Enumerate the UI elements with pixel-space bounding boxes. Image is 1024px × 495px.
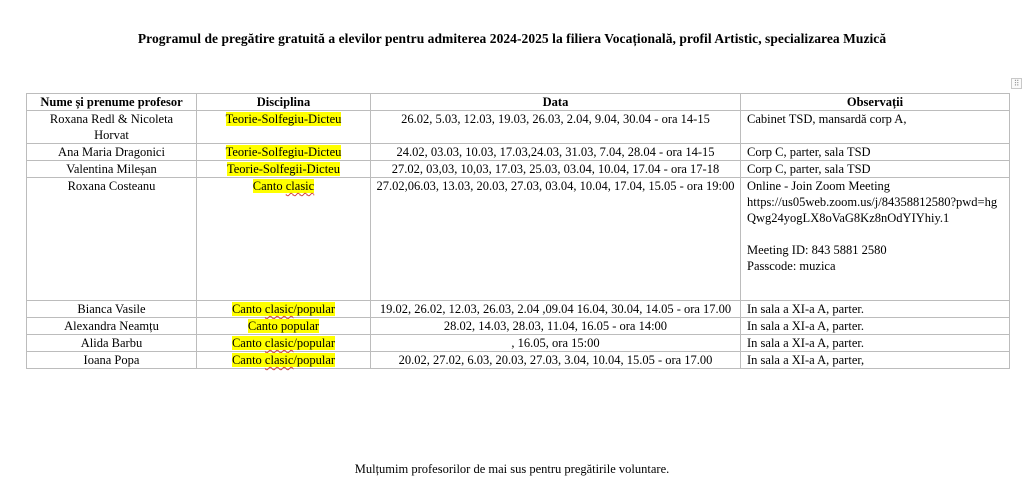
table-header-row	[27, 94, 1010, 111]
cell-discipline	[197, 352, 371, 369]
table-row	[27, 161, 1010, 178]
cell-name: Ioana Popa	[27, 352, 197, 369]
cell-name: Bianca Vasile	[27, 301, 197, 318]
highlighted-text	[232, 336, 335, 350]
spellcheck-word: clasic	[264, 302, 294, 316]
column-header-notes: Observații	[741, 94, 1010, 111]
highlighted-text: Teorie-Solfegiu-Dicteu	[225, 145, 342, 159]
table-row	[27, 352, 1010, 369]
discipline-part: Canto	[231, 353, 265, 367]
cell-discipline	[197, 144, 371, 161]
meeting-id: Meeting ID: 843 5881 2580	[747, 243, 887, 257]
spellcheck-word: clasic	[264, 336, 294, 350]
discipline-part: /popular	[293, 353, 336, 367]
document-title: Programul de pregătire gratuită a elevilor pentru admiterea 2024-2025 la filiera Vocațională, profil Artistic, specializarea Muzică	[137, 31, 887, 46]
cell-name: Alida Barbu	[27, 335, 197, 352]
meeting-passcode: Passcode: muzica	[747, 259, 836, 273]
cell-date: 26.02, 5.03, 12.03, 19.03, 26.03, 2.04, 9.04, 30.04 - ora 14-15	[371, 111, 741, 144]
cell-name: Alexandra Neamțu	[27, 318, 197, 335]
highlighted-text	[253, 179, 314, 193]
cell-date: 24.02, 03.03, 10.03, 17.03,24.03, 31.03, 7.04, 28.04 - ora 14-15	[371, 144, 741, 161]
cell-date: 20.02, 27.02, 6.03, 20.03, 27.03, 3.04, 10.04, 15.05 - ora 17.00	[371, 352, 741, 369]
discipline-part: /popular	[293, 336, 336, 350]
table-row	[27, 301, 1010, 318]
highlighted-text	[232, 302, 335, 316]
highlighted-text	[232, 353, 335, 367]
cell-discipline	[197, 301, 371, 318]
cell-date: 28.02, 14.03, 28.03, 11.04, 16.05 - ora 14:00	[371, 318, 741, 335]
table-row	[27, 318, 1010, 335]
column-header-date: Data	[371, 94, 741, 111]
thank-you-note: Mulțumim profesorilor de mai sus pentru pregătirile voluntare.	[354, 462, 670, 476]
cell-date: 19.02, 26.02, 12.03, 26.03, 2.04 ,09.04 16.04, 30.04, 14.05 - ora 17.00	[371, 301, 741, 318]
cell-notes: In sala a XI-a A, parter.	[741, 335, 1010, 352]
cell-notes: Cabinet TSD, mansardă corp A,	[741, 111, 1010, 144]
discipline-part: Canto	[252, 179, 286, 193]
cell-date: , 16.05, ora 15:00	[371, 335, 741, 352]
cell-name: Roxana Costeanu	[27, 178, 197, 301]
discipline-part: Canto	[231, 302, 265, 316]
cell-notes: Corp C, parter, sala TSD	[741, 161, 1010, 178]
discipline-part: Canto	[231, 336, 265, 350]
spellcheck-word: clasic	[285, 179, 315, 193]
zoom-meeting-label: Online - Join Zoom Meeting	[747, 179, 891, 193]
cell-date: 27.02, 03,03, 10,03, 17.03, 25.03, 03.04, 10.04, 17.04 - ora 17-18	[371, 161, 741, 178]
table-move-handle-icon[interactable]: ⠿	[1011, 78, 1022, 89]
cell-notes: Corp C, parter, sala TSD	[741, 144, 1010, 161]
cell-notes: In sala a XI-a A, parter.	[741, 301, 1010, 318]
table-row	[27, 144, 1010, 161]
cell-discipline	[197, 318, 371, 335]
cell-notes: In sala a XI-a A, parter,	[741, 352, 1010, 369]
cell-discipline	[197, 335, 371, 352]
cell-notes: In sala a XI-a A, parter.	[741, 318, 1010, 335]
spellcheck-word: clasic	[264, 353, 294, 367]
cell-discipline	[197, 161, 371, 178]
table-row	[27, 178, 1010, 301]
highlighted-text: Teorie-Solfegii-Dicteu	[227, 162, 340, 176]
highlighted-text: Teorie-Solfegiu-Dicteu	[225, 112, 342, 126]
table-row	[27, 335, 1010, 352]
highlighted-text: Canto popular	[247, 319, 320, 333]
zoom-meeting-link[interactable]: https://us05web.zoom.us/j/84358812580?pwd=hgQwg24yogLX8oVaG8Kz8nOdYIYhiy.1	[747, 195, 998, 225]
table-row	[27, 111, 1010, 144]
cell-discipline	[197, 178, 371, 301]
discipline-part: /popular	[293, 302, 336, 316]
schedule-table	[26, 93, 1010, 369]
cell-name: Valentina Mileșan	[27, 161, 197, 178]
cell-date: 27.02,06.03, 13.03, 20.03, 27.03, 03.04, 10.04, 17.04, 15.05 - ora 19:00	[371, 178, 741, 301]
column-header-name: Nume și prenume profesor	[27, 94, 197, 111]
cell-name: Roxana Redl & Nicoleta Horvat	[27, 111, 197, 144]
cell-discipline	[197, 111, 371, 144]
cell-name: Ana Maria Dragonici	[27, 144, 197, 161]
column-header-discipline: Disciplina	[197, 94, 371, 111]
cell-notes	[741, 178, 1010, 301]
